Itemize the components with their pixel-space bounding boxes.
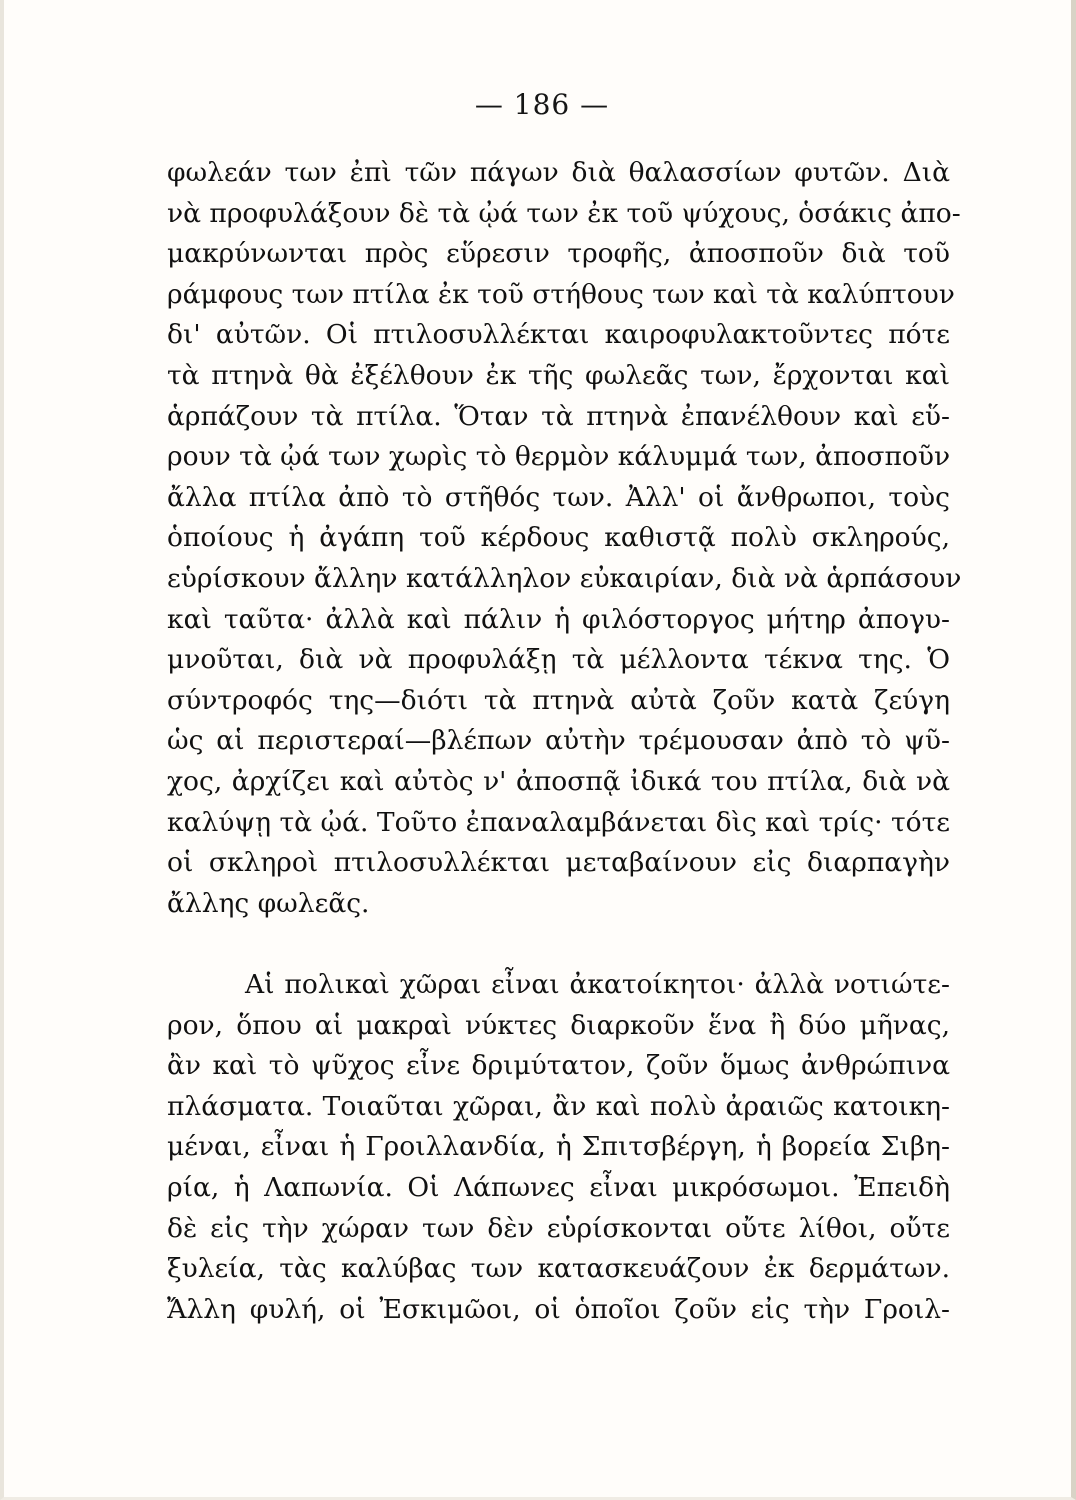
- text-line: ὁποίους ἡ ἀγάπη τοῦ κέρδους καθιστᾷ πολὺ σκληρούς,: [167, 522, 950, 554]
- text-line: ἄλλα πτίλα ἀπὸ τὸ στῆθός των. Ἀλλ' οἱ ἄνθρωποι, τοὺς: [167, 481, 950, 513]
- text-line: ἄλλης φωλεᾶς.: [167, 887, 370, 919]
- text-line: εὑρίσκουν ἄλλην κατάλληλον εὐκαιρίαν, διὰ νὰ ἁρπάσουν: [167, 562, 962, 594]
- text-line: ράμφους των πτίλα ἐκ τοῦ στήθους των καὶ τὰ καλύπτουν: [167, 278, 955, 310]
- text-line: οἱ σκληροὶ πτιλοσυλλέκται μεταβαίνουν εἰς διαρπαγὴν: [167, 847, 950, 879]
- page-number: — 186 —: [474, 88, 610, 121]
- text-line: ρον, ὅπου αἱ μακραὶ νύκτες διαρκοῦν ἕνα ἢ δύο μῆνας,: [167, 1009, 950, 1041]
- text-line: ἁρπάζουν τὰ πτίλα. Ὅταν τὰ πτηνὰ ἐπανέλθουν καὶ εὕ-: [167, 400, 950, 432]
- text-line: δι' αὐτῶν. Οἱ πτιλοσυλλέκται καιροφυλακτοῦντες πότε: [167, 319, 950, 351]
- text-line: καὶ ταῦτα· ἀλλὰ καὶ πάλιν ἡ φιλόστοργος μήτηρ ἀπογυ-: [167, 603, 950, 635]
- text-line: δὲ εἰς τὴν χώραν των δὲν εὑρίσκονται οὔτε λίθοι, οὔτε: [167, 1212, 950, 1244]
- text-line: ὡς αἱ περιστεραί—βλέπων αὐτὴν τρέμουσαν ἀπὸ τὸ ψῦ-: [167, 725, 950, 757]
- text-line: Αἱ πολικαὶ χῶραι εἶναι ἀκατοίκητοι· ἀλλὰ νοτιώτε-: [245, 969, 950, 1000]
- text-line: ξυλεία, τὰς καλύβας των κατασκευάζουν ἐκ δερμάτων.: [167, 1253, 950, 1285]
- text-line: Ἄλλη φυλή, οἱ Ἐσκιμῶοι, οἱ ὁποῖοι ζοῦν εἰς τὴν Γροιλ-: [167, 1293, 950, 1325]
- text-line: μακρύνωνται πρὸς εὕρεσιν τροφῆς, ἀποσποῦν διὰ τοῦ: [167, 238, 950, 270]
- text-line: ρουν τὰ ᾠά των χωρὶς τὸ θερμὸν κάλυμμά των, ἀποσποῦν: [167, 441, 951, 473]
- text-line: φωλεάν των ἐπὶ τῶν πάγων διὰ θαλασσίων φυτῶν. Διὰ: [167, 157, 950, 188]
- text-line: χος, ἀρχίζει καὶ αὐτὸς ν' ἀποσπᾷ ἰδικά του πτίλα, διὰ νὰ: [167, 765, 950, 797]
- text-line: καλύψῃ τὰ ᾠά. Τοῦτο ἐπαναλαμβάνεται δὶς καὶ τρίς· τότε: [167, 806, 950, 838]
- paragraph-1: [167, 153, 962, 924]
- text-line: πλάσματα. Τοιαῦται χῶραι, ἂν καὶ πολὺ ἀραιῶς κατοικη-: [167, 1090, 950, 1122]
- text-line: νὰ προφυλάξουν δὲ τὰ ᾠά των ἐκ τοῦ ψύχους, ὁσάκις ἀπο-: [167, 197, 961, 229]
- text-line: μνοῦται, διὰ νὰ προφυλάξῃ τὰ μέλλοντα τέκνα της. Ὁ: [167, 644, 950, 676]
- text-line: τὰ πτηνὰ θὰ ἐξέλθουν ἐκ τῆς φωλεᾶς των, ἔρχονται καὶ: [167, 359, 950, 391]
- text-line: μέναι, εἶναι ἡ Γροιλλανδία, ἡ Σπιτσβέργη, ἡ βορεία Σιβη-: [167, 1131, 950, 1163]
- paragraph-2: [167, 965, 950, 1330]
- text-line: ρία, ἡ Λαπωνία. Οἱ Λάπωνες εἶναι μικρόσωμοι. Ἐπειδὴ: [167, 1171, 950, 1203]
- text-line: σύντροφός της—διότι τὰ πτηνὰ αὐτὰ ζοῦν κατὰ ζεύγη: [167, 684, 950, 716]
- text-line: ἂν καὶ τὸ ψῦχος εἶνε δριμύτατον, ζοῦν ὅμως ἀνθρώπινα: [167, 1050, 950, 1082]
